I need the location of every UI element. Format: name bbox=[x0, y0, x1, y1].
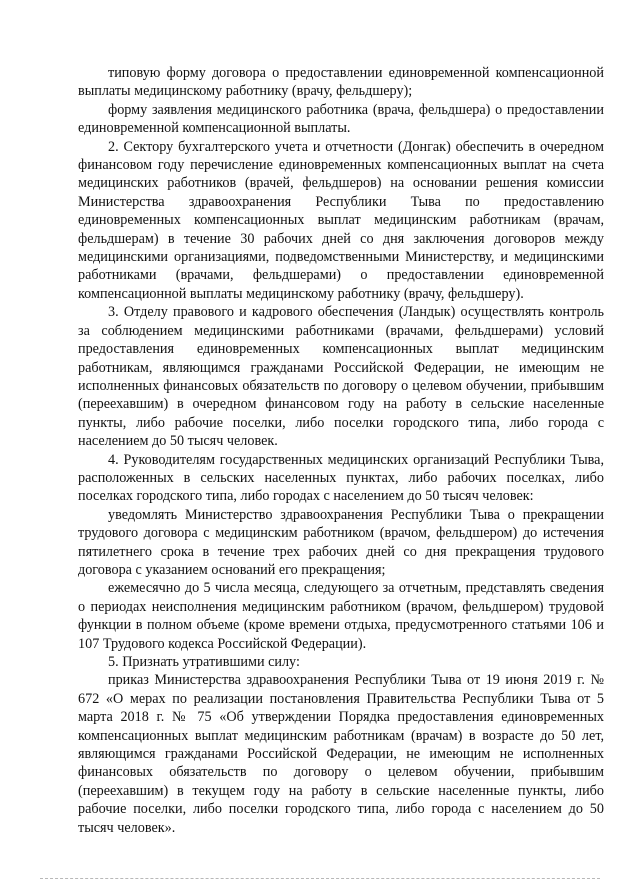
document-body bbox=[78, 64, 604, 837]
page-bottom-divider bbox=[40, 878, 600, 879]
paragraph-application-form: форму заявления медицинского работника (врача, фельдшера) о предоставлении единовременной компенсационной выплаты. bbox=[78, 101, 604, 137]
paragraph-item-2-accounting: 2. Сектору бухгалтерского учета и отчетности (Донгак) обеспечить в очередном финансовом году перечисление единовременных компенсационных выплат на счета медицинских работников (врачей, фельдшеров) на основании решения комиссии Министерства здравоохранения Республики Тыва по предоставлению единовременных компенсационных выплат медицинским работникам (врачам, фельдшерам) в течение 30 рабочих дней со дня заключения договоров между медицинскими организациями, подведомственными Министерству, и медицинскими работниками (врачами, фельдшерами) о предоставлении единовременной компенсационной выплаты медицинскому работнику (врачу, фельдшеру). bbox=[78, 138, 604, 302]
paragraph-repealed-order: приказ Министерства здравоохранения Республики Тыва от 19 июня 2019 г. № 672 «О мерах по реализации постановления Правительства Республики Тыва от 5 марта 2018 г. № 75 «Об утверждении Порядка предоставления единовременных компенсационных выплат медицинским работникам (врачам) в возрасте до 50 лет, являющимся гражданами Российской Федерации, не имеющим не исполненных финансовых обязательств по договору о целевом обучении, прибывшим (переехавшим) в текущем году на работу в сельские населенные пункты, либо рабочие поселки, либо поселки городского типа, либо города с населением до 50 тысяч человек». bbox=[78, 672, 604, 836]
paragraph-item-5-repeal: 5. Признать утратившими силу: bbox=[108, 654, 300, 670]
paragraph-item-3-legal-control: 3. Отделу правового и кадрового обеспечения (Ландык) осуществлять контроль за соблюдением медицинскими работниками (врачами, фельдшерами) условий предоставления единовременных компенсационных выплат медицинским работникам, являющимся гражданами Российской Федерации, не имеющим не исполненных финансовых обязательств по договору о целевом обучении, прибывшим (переехавшим) в очередном финансовом году на работу в сельские населенные пункты, либо рабочие поселки, либо поселки городского типа, либо города с населением до 50 тысяч человек. bbox=[78, 304, 604, 450]
paragraph-item-4-heads: 4. Руководителям государственных медицинских организаций Республики Тыва, расположенных в сельских населенных пунктах, либо рабочих поселках, либо поселках городского типа, либо городах с населением до 50 тысяч человек: bbox=[78, 451, 604, 505]
paragraph-notify-termination: уведомлять Министерство здравоохранения Республики Тыва о прекращении трудового договора с медицинским работником (врачом, фельдшером) до истечения пятилетнего срока в течение трех рабочих дней со дня прекращения трудового договора с указанием оснований его прекращения; bbox=[78, 506, 604, 578]
paragraph-monthly-report: ежемесячно до 5 числа месяца, следующего за отчетным, представлять сведения о периодах неисполнения медицинским работником (врачом, фельдшером) трудовой функции в полном объеме (кроме времени отдыха, предусмотренного статьями 106 и 107 Трудового кодекса Российской Федерации). bbox=[78, 580, 604, 652]
paragraph-standard-contract-form: типовую форму договора о предоставлении единовременной компенсационной выплаты медицинскому работнику (врачу, фельдшеру); bbox=[78, 65, 604, 100]
